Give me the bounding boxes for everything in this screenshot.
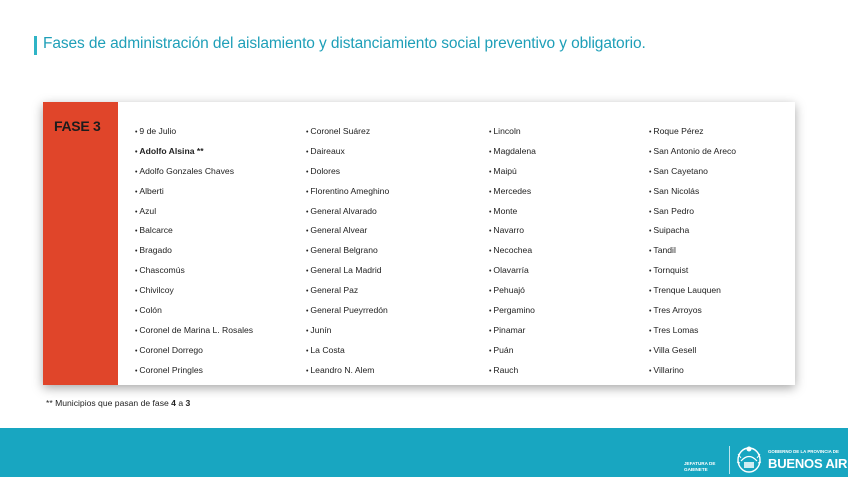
list-item: • Colón	[135, 301, 295, 321]
page-title: Fases de administración del aislamiento y distanciamiento social preventivo y obligatorio.	[43, 35, 646, 52]
list-item: • Bragado	[135, 241, 295, 261]
municipality-column-2	[306, 122, 466, 381]
list-item: • Coronel de Marina L. Rosales	[135, 321, 295, 341]
list-item: • Necochea	[489, 241, 649, 261]
list-item: • San Antonio de Areco	[649, 142, 809, 162]
list-item: • Florentino Ameghino	[306, 182, 466, 202]
gov-small-text: GOBIERNO DE LA PROVINCIA DE	[768, 449, 839, 454]
footnote-to-phase: 3	[185, 398, 191, 408]
list-item: • Mercedes	[489, 182, 649, 202]
list-item: • Chivilcoy	[135, 281, 295, 301]
list-item: • Monte	[489, 202, 649, 222]
list-item: • Tres Arroyos	[649, 301, 809, 321]
list-item: • Villa Gesell	[649, 341, 809, 361]
list-item: • Balcarce	[135, 221, 295, 241]
phase-band	[43, 102, 118, 385]
footer-divider	[729, 446, 730, 474]
list-item: • General Belgrano	[306, 241, 466, 261]
list-item: • Pinamar	[489, 321, 649, 341]
list-item: • Azul	[135, 202, 295, 222]
footnote-from-phase: 4	[171, 398, 176, 408]
list-item: • Alberti	[135, 182, 295, 202]
list-item: • Adolfo Gonzales Chaves	[135, 162, 295, 182]
municipality-column-1	[135, 122, 295, 381]
list-item: • Coronel Pringles	[135, 361, 295, 381]
list-item: • Dolores	[306, 162, 466, 182]
list-item: • Trenque Lauquen	[649, 281, 809, 301]
municipality-column-3	[489, 122, 649, 381]
list-item: • General Alvear	[306, 221, 466, 241]
province-crest-icon	[735, 444, 763, 474]
municipality-column-4	[649, 122, 809, 381]
office-logo-text	[684, 461, 715, 472]
list-item: • Tres Lomas	[649, 321, 809, 341]
list-item: • Coronel Suárez	[306, 122, 466, 142]
title-accent-bar	[34, 36, 37, 55]
list-item: • Pergamino	[489, 301, 649, 321]
list-item: • Junín	[306, 321, 466, 341]
list-item: • 9 de Julio	[135, 122, 295, 142]
list-item: • Maipú	[489, 162, 649, 182]
list-item: • Daireaux	[306, 142, 466, 162]
list-item: • Suipacha	[649, 221, 809, 241]
office-line-2: GABINETE	[684, 466, 708, 472]
list-item: • Villarino	[649, 361, 809, 381]
list-item: • Coronel Dorrego	[135, 341, 295, 361]
list-item: • Lincoln	[489, 122, 649, 142]
list-item: • Magdalena	[489, 142, 649, 162]
phase-card	[43, 102, 795, 385]
list-item: • General Paz	[306, 281, 466, 301]
footer-band	[0, 428, 864, 477]
list-item: • General Pueyrredón	[306, 301, 466, 321]
list-item: • San Pedro	[649, 202, 809, 222]
footnote	[46, 398, 190, 408]
list-item: • San Cayetano	[649, 162, 809, 182]
list-item: • Roque Pérez	[649, 122, 809, 142]
list-item: • Leandro N. Alem	[306, 361, 466, 381]
list-item: • Olavarría	[489, 261, 649, 281]
list-item: • Pehuajó	[489, 281, 649, 301]
list-item: • General La Madrid	[306, 261, 466, 281]
list-item: • Chascomús	[135, 261, 295, 281]
list-item: • San Nicolás	[649, 182, 809, 202]
office-line-1: JEFATURA DE	[684, 461, 716, 466]
list-item: • General Alvarado	[306, 202, 466, 222]
phase-label: FASE 3	[54, 118, 101, 134]
list-item: • Tornquist	[649, 261, 809, 281]
list-item: • La Costa	[306, 341, 466, 361]
list-item: • Navarro	[489, 221, 649, 241]
list-item: • Rauch	[489, 361, 649, 381]
gov-big-text: BUENOS AIRES	[768, 456, 864, 471]
list-item: • Puán	[489, 341, 649, 361]
footnote-prefix: ** Municipios que pasan de fase	[46, 398, 172, 408]
footnote-middle: a	[175, 398, 186, 408]
list-item: • Tandil	[649, 241, 809, 261]
list-item: • Adolfo Alsina **	[135, 142, 295, 162]
